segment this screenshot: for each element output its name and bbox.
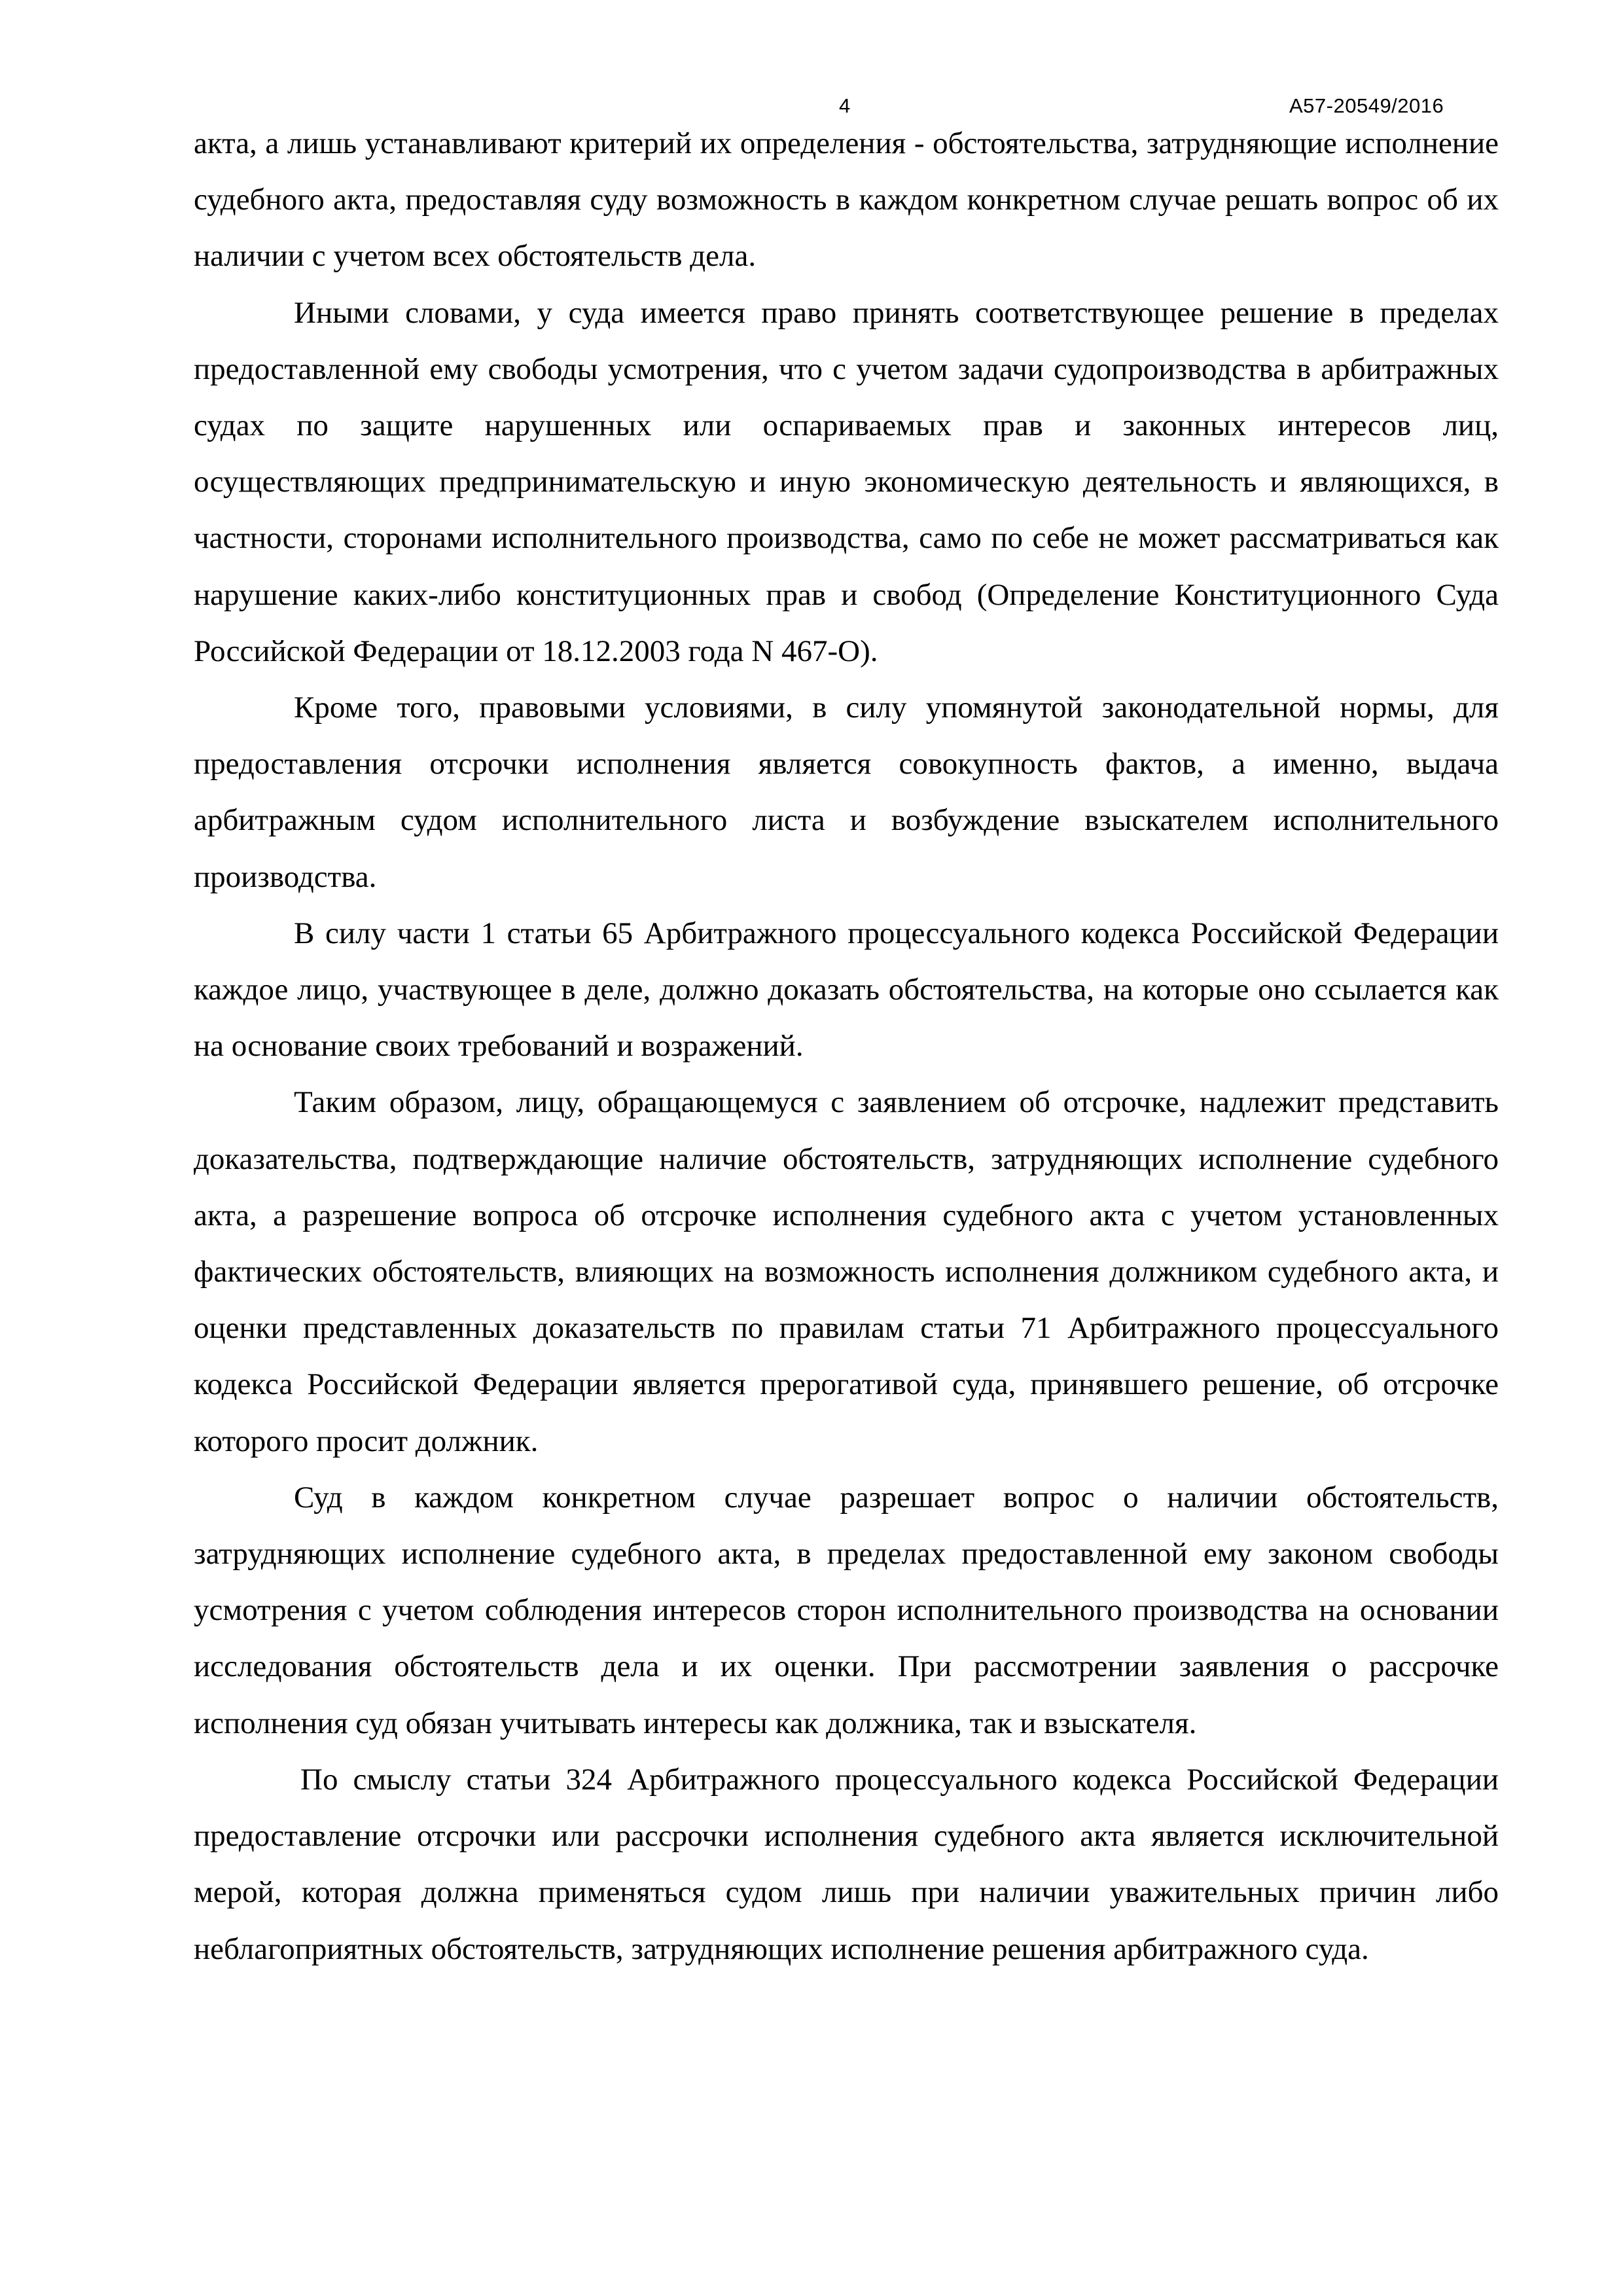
document-body	[194, 115, 1499, 1977]
paragraph: Суд в каждом конкретном случае разрешает вопрос о наличии обстоятельств, затрудняющих исполнение судебного акта, в пределах предоставленной ему законом свободы усмотрения с учетом соблюдения интересов сторон исполнительного производства на основании исследования обстоятельств дела и их оценки. При рассмотрении заявления о рассрочке исполнения суд обязан учитывать интересы как должника, так и взыскателя.	[194, 1480, 1499, 1740]
paragraph: Таким образом, лицу, обращающемуся с заявлением об отсрочке, надлежит представить доказательства, подтверждающие наличие обстоятельств, затрудняющих исполнение судебного акта, а разрешение вопроса об отсрочке исполнения судебного акта с учетом установленных фактических обстоятельств, влияющих на возможность исполнения должником судебного акта, и оценки представленных доказательств по правилам статьи 71 Арбитражного процессуального кодекса Российской Федерации является прерогативой суда, принявшего решение, об отсрочке которого просит должник.	[194, 1085, 1499, 1458]
paragraph-continuation: акта, а лишь устанавливают критерий их определения - обстоятельства, затрудняющие исполнение судебного акта, предоставляя суду возможность в каждом конкретном случае решать вопрос об их наличии с учетом всех обстоятельств дела.	[194, 126, 1499, 274]
paragraph: Иными словами, у суда имеется право принять соответствующее решение в пределах предоставленной ему свободы усмотрения, что с учетом задачи судопроизводства в арбитражных судах по защите нарушенных или оспариваемых прав и законных интересов лиц, осуществляющих предпринимательскую и иную экономическую деятельность и являющихся, в частности, сторонами исполнительного производства, само по себе не может рассматриваться как нарушение каких-либо конституционных прав и свобод (Определение Конституционного Суда Российской Федерации от 18.12.2003 года N 467-О).	[194, 295, 1499, 668]
paragraph: Кроме того, правовыми условиями, в силу упомянутой законодательной нормы, для предоставления отсрочки исполнения является совокупность фактов, а именно, выдача арбитражным судом исполнительного листа и возбуждение взыскателем исполнительного производства.	[194, 691, 1499, 894]
paragraph: В силу части 1 статьи 65 Арбитражного процессуального кодекса Российской Федерации каждое лицо, участвующее в деле, должно доказать обстоятельства, на которые оно ссылается как на основание своих требований и возражений.	[194, 916, 1499, 1064]
case-number: А57-20549/2016	[1289, 94, 1444, 117]
paragraph: По смыслу статьи 324 Арбитражного процессуального кодекса Российской Федерации предоставление отсрочки или рассрочки исполнения судебного акта является исключительной мерой, которая должна применяться судом лишь при наличии уважительных причин либо неблагоприятных обстоятельств, затрудняющих исполнение решения арбитражного суда.	[194, 1762, 1499, 1966]
page-number: 4	[839, 94, 851, 117]
